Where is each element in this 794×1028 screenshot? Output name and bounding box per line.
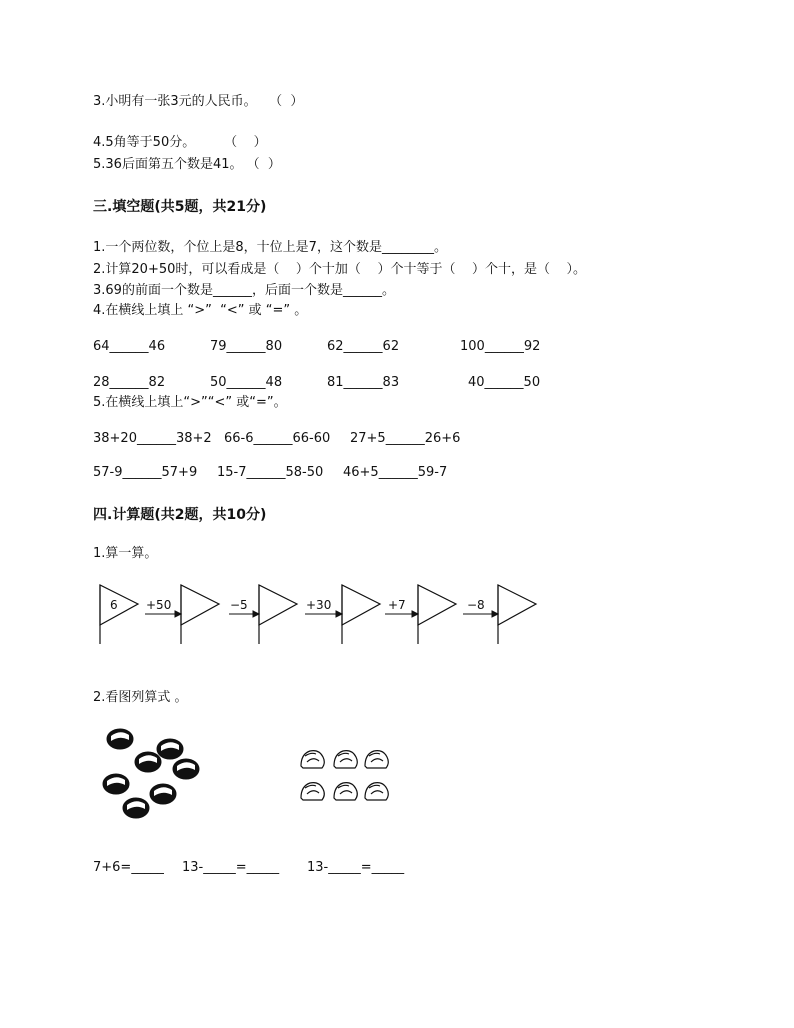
fill-question-3: 3.69的前面一个数是______，后面一个数是______。: [93, 283, 395, 298]
shoe-icon: [334, 751, 357, 768]
shoe-icon: [365, 783, 388, 800]
judge-question-5: 5.36后面第五个数是41。 （ ）: [93, 157, 281, 172]
expression-item: 27+5______26+6: [350, 431, 461, 446]
shoe-icon: [365, 751, 388, 768]
calc-question-2: 2.看图列算式 。: [93, 690, 188, 705]
compare-item: 79______80: [210, 339, 283, 354]
compare-item: 50______48: [210, 375, 283, 390]
compare-item: 28______82: [93, 375, 166, 390]
calc-question-1: 1.算一算。: [93, 546, 158, 561]
shoe-icon: [107, 729, 133, 749]
compare-item: 100______92: [460, 339, 541, 354]
compare-item: 40______50: [468, 375, 541, 390]
flow-op: +7: [388, 598, 406, 612]
section-4-heading: 四.计算题(共2题，共10分): [93, 507, 267, 523]
fill-question-2: 2.计算20+50时，可以看成是（ ）个十加（ ）个十等于（ ）个十，是（ ）。: [93, 262, 586, 277]
outline-shoes-picture: [298, 746, 394, 808]
arrow-icon: [412, 611, 418, 617]
flag-1: [100, 585, 138, 625]
arrow-icon: [492, 611, 498, 617]
expression-item: 15-7______58-50: [217, 465, 324, 480]
flag-2: [181, 585, 219, 625]
fill-question-5: 5.在横线上填上“>”“<” 或“=”。: [93, 395, 287, 410]
expression-item: 66-6______66-60: [224, 431, 331, 446]
judge-question-3: 3.小明有一张3元的人民币。 （ ）: [93, 94, 304, 109]
arrow-icon: [253, 611, 259, 617]
flag-4: [342, 585, 380, 625]
judge-question-4: 4.5角等于50分。 （ ）: [93, 135, 267, 150]
expression-item: 57-9______57+9: [93, 465, 198, 480]
shoe-icon: [173, 759, 199, 779]
shoe-icon: [123, 798, 149, 818]
flag-6: [498, 585, 536, 625]
flow-op: +50: [146, 598, 172, 612]
shoe-icon: [301, 751, 324, 768]
compare-item: 62______62: [327, 339, 400, 354]
shoe-icon: [301, 783, 324, 800]
dark-shoes-picture: [98, 722, 218, 827]
section-3-heading: 三.填空题(共5题，共21分): [93, 199, 267, 215]
fill-question-4: 4.在横线上填上 “>” “<” 或 “=” 。: [93, 303, 308, 318]
shoe-icon: [135, 752, 161, 772]
arrow-icon: [336, 611, 342, 617]
flag-3: [259, 585, 297, 625]
compare-item: 81______83: [327, 375, 400, 390]
shoe-icon: [157, 739, 183, 759]
arrow-icon: [175, 611, 181, 617]
flow-op: +30: [306, 598, 332, 612]
expression-item: 38+20______38+2: [93, 431, 212, 446]
flag-chain-diagram: [93, 580, 543, 650]
shoe-icon: [150, 784, 176, 804]
shoe-icon: [334, 783, 357, 800]
shoe-icon: [103, 774, 129, 794]
expression-item: 46+5______59-7: [343, 465, 448, 480]
equation-3: 13-_____=_____: [307, 860, 405, 875]
compare-item: 64______46: [93, 339, 166, 354]
equation-1: 7+6=_____: [93, 860, 164, 875]
flag-5: [418, 585, 456, 625]
equation-2: 13-_____=_____: [182, 860, 280, 875]
flow-op: −5: [230, 598, 248, 612]
fill-question-1: 1.一个两位数，个位上是8，十位上是7，这个数是________。: [93, 240, 447, 255]
flow-op: −8: [467, 598, 485, 612]
flow-start-value: 6: [110, 598, 118, 612]
